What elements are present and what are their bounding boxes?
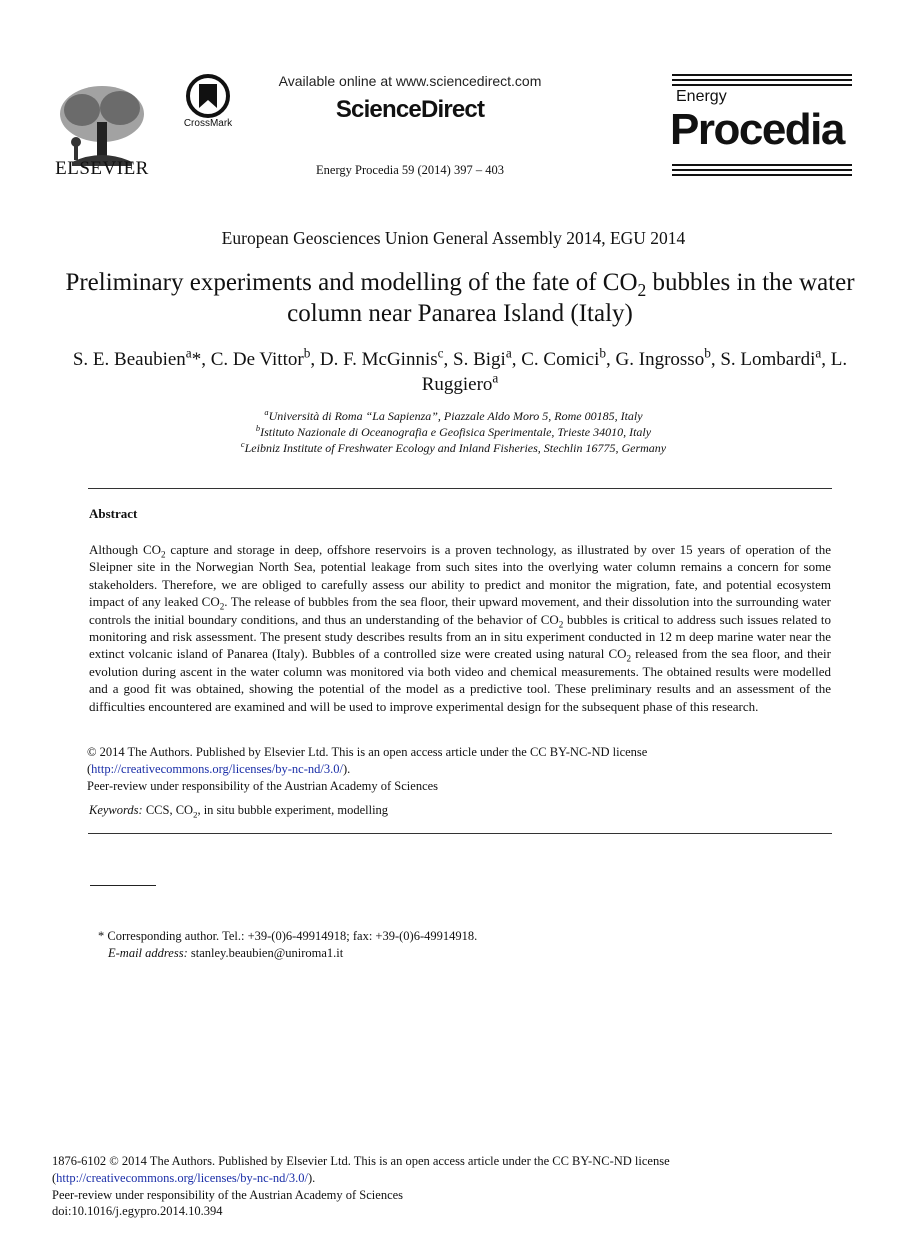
bottom-copyright: 1876-6102 © 2014 The Authors. Published by Elsevier Ltd. This is an open access article under the CC BY-NC-ND license (http://creativecommons.org/licenses/by-nc-nd/3.0/). Peer-review under responsibility of the Austrian Academy of Sciences doi:10.1016/j.egypro.2014.10.394 [52, 1153, 852, 1220]
author: L. Ruggiero$^a$ [421, 349, 848, 395]
paper-title: Preliminary experiments and modelling of the fate of $CO_2$ bubbles in the water column near Panarea Island (Italy) [65, 269, 855, 327]
author: S. Lombardi$^a$ [720, 345, 822, 370]
journal-name-large: Procedia [670, 105, 844, 154]
author: D. F. McGinnis$^c$ [319, 345, 444, 370]
publisher-name: ELSEVIER [55, 158, 149, 179]
bottom-license-link[interactable]: http://creativecommons.org/licenses/by-nc-nd/3.0/ [56, 1170, 308, 1185]
divider [88, 488, 832, 489]
available-online: Available online at www.sciencedirect.com [278, 73, 542, 89]
abstract-heading: Abstract [89, 506, 138, 521]
sciencedirect-wordmark[interactable]: ScienceDirect [335, 96, 485, 123]
author-list: S. E. Beaubien$^a$*, C. De Vittor$^b$, D. F. McGinnis$^c$, S. Bigi$^a$, C. Comici$^b$, G. Ingrosso$^b$, S. Lombardi$^a$, L. Ruggiero$^a$ [72, 345, 848, 395]
footnote-rule [90, 885, 156, 886]
author: S. E. Beaubien$^a$* [72, 345, 202, 370]
journal-citation: Energy Procedia 59 (2014) 397 – 403 [316, 163, 504, 177]
divider [88, 833, 832, 834]
abstract-body: Although $CO_2$ capture and storage in deep, offshore reservoirs is a proven technology, as illustrated by over 15 years of operation of the Sleipner site in the Norwegian North Sea, potential leakage from such sites into the overlying water column remains a concern for some stakeholders. Therefore, we are obliged to carefully assess our ability to predict and monitor the migration, fate, and potential ecosystem impact of any leaked $CO_2$. The release of bubbles from the sea floor, their upward movement, and their dissolution into the surrounding water controls the initial boundary conditions, and thus an understanding of the behavior of $CO_2$ bubbles is critical to address such issues related to monitoring and risk assessment. The present study describes results from an in situ experiment conducted in 12 m deep marine water near the extinct volcanic island of Panarea (Italy). Bubbles of a controlled size were created using natural $CO_2$ released from the sea floor, and their evolution during ascent in the water column was monitored via both video and chemical measurements. The obtained results were modelled and a good fit was obtained, showing the potential of the model as a predictive tool. These preliminary results and an assessment of the difficulties encountered are examined and will be used to improve experimental design for the subsequent phase of this research. [89, 542, 831, 714]
doi[interactable]: doi:10.1016/j.egypro.2014.10.394 [52, 1204, 223, 1219]
affiliations [0, 408, 907, 456]
conference-name: European Geosciences Union General Assembly 2014, EGU 2014 [221, 228, 686, 248]
author: S. Bigi$^a$ [453, 345, 512, 370]
affiliation: $^c$Leibniz Institute of Freshwater Ecology and Inland Fisheries, Stechlin 16775, Germany [240, 440, 667, 455]
license-link[interactable]: http://creativecommons.org/licenses/by-nc-nd/3.0/ [91, 762, 343, 776]
email-address[interactable]: stanley.beaubien@uniroma1.it [187, 945, 344, 960]
crossmark-label: CrossMark [183, 118, 233, 129]
author: C. Comici$^b$ [521, 345, 607, 370]
journal-name-small: Energy [676, 88, 727, 105]
license-notice: © 2014 The Authors. Published by Elsevier Ltd. This is an open access article under the CC BY-NC-ND license (http://creativecommons.org/licenses/by-nc-nd/3.0/). Peer-review under responsibility of the Austrian Academy of Sciences [87, 745, 648, 793]
affiliation: $^a$Università di Roma “La Sapienza”, Piazzale Aldo Moro 5, Rome 00185, Italy [264, 408, 643, 423]
corresponding-author-footnote: * Corresponding author. Tel.: +39-(0)6-49914918; fax: +39-(0)6-49914918. E-mail address: stanley.beaubien@uniroma1.it [98, 929, 478, 960]
keywords: Keywords: CCS, $CO_2$, in situ bubble experiment, modelling [89, 803, 389, 820]
affiliation: $^b$Istituto Nazionale di Oceanografia e Geofisica Sperimentale, Trieste 34010, Italy [255, 424, 652, 439]
author: C. De Vittor$^b$ [210, 345, 311, 370]
author: G. Ingrosso$^b$ [615, 345, 711, 370]
